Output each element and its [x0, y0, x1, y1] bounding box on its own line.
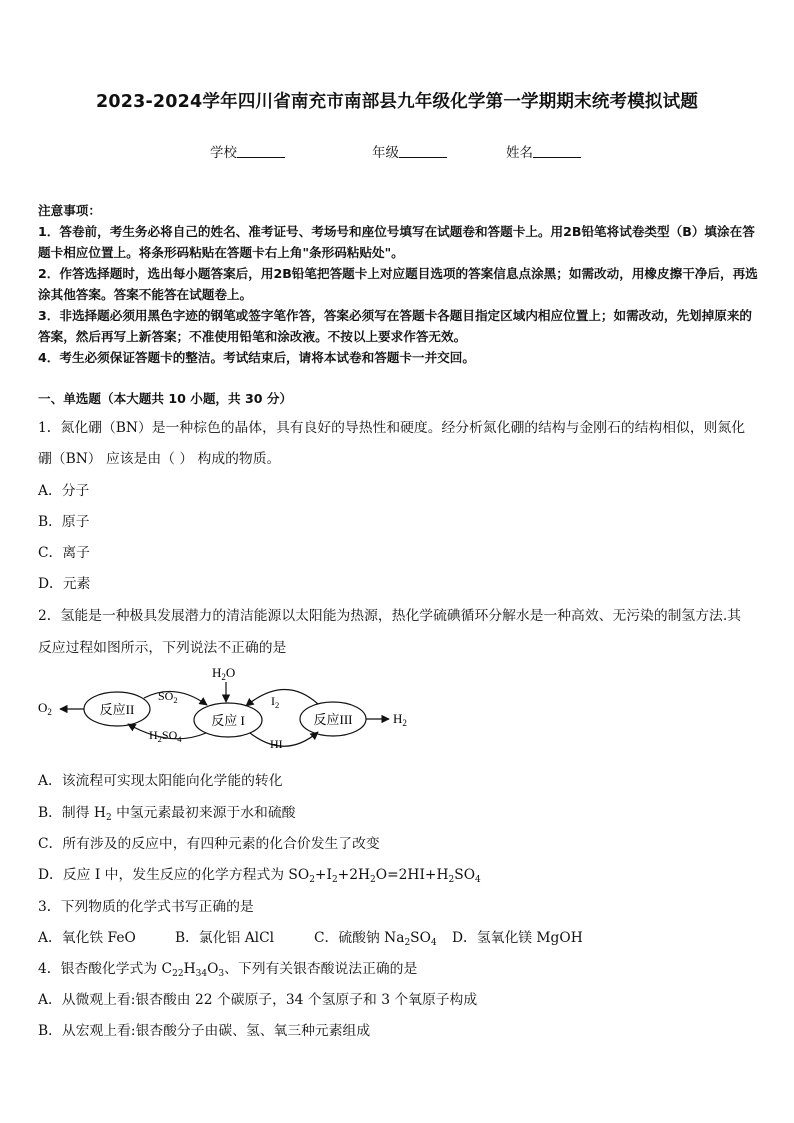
- notice-heading: 注意事项：: [38, 203, 101, 218]
- reaction-2-label: 反应II: [99, 702, 135, 717]
- notice-item-3: 3．非选择题必须用黑色字迹的钢笔或签字笔作答，答案必须写在答题卡各题目指定区域内相应位置上；如需改动，先划掉原来的答案，然后再写上新答案；不准使用铅笔和涂改液。不按以上要求作答无效。: [38, 308, 753, 344]
- name-blank[interactable]: [533, 144, 581, 158]
- q1-option-a: A．分子: [38, 483, 90, 499]
- q1-stem-line2: 硼（BN） 应该是由（ ） 构成的物质。: [38, 451, 281, 467]
- q2-option-d: D．反应 I 中，发生反应的化学方程式为 $SO_2+I_2+2H_2O=2HI+H_2SO_4$: [38, 867, 481, 885]
- hi-label: HI: [270, 737, 283, 751]
- q1-option-c: C．离子: [38, 545, 90, 561]
- reaction-1-label: 反应 I: [211, 713, 245, 728]
- hydrogen-label: $H_2$: [393, 711, 407, 728]
- school-blank[interactable]: [237, 144, 285, 158]
- i2-label: $I_2$: [271, 694, 280, 710]
- q1-stem-line1: 1．氮化硼（BN）是一种棕色的晶体，具有良好的导热性和硬度。经分析氮化硼的结构与金刚石的结构相似，则氮化: [38, 420, 746, 436]
- q1-option-b: B．原子: [38, 514, 90, 530]
- notice-item-2: 2．作答选择题时，选出每小题答案后，用2B铅笔把答题卡上对应题目选项的答案信息点涂黑；如需改动，用橡皮擦干净后，再选涂其他答案。答案不能答在试题卷上。: [38, 266, 758, 302]
- q3-option-b: B．氯化铝 AlCl: [175, 930, 275, 946]
- q2-option-b: B．制得 $H_2$ 中氢元素最初来源于水和硫酸: [38, 805, 296, 823]
- section-heading: 一、单选题（本大题共 10 小题，共 30 分）: [38, 391, 293, 406]
- hi-arrow: [250, 732, 318, 746]
- q1-option-d: D．元素: [38, 576, 91, 592]
- q2-stem-line1: 2．氢能是一种极具发展潜力的清洁能源以太阳能为热源，热化学硫碘循环分解水是一种高效、无污染的制氢方法.其: [38, 608, 742, 624]
- grade-blank[interactable]: [399, 144, 447, 158]
- notice-item-4: 4．考生必须保证答题卡的整洁。考试结束后，请将本试卷和答题卡一并交回。: [38, 350, 475, 365]
- name-label: 姓名: [506, 145, 533, 161]
- name-field[interactable]: [506, 141, 581, 161]
- q3-stem: 3．下列物质的化学式书写正确的是: [38, 899, 254, 915]
- q3-option-c: C．硫酸钠 $Na_2SO_4$: [314, 930, 437, 948]
- water-label: $H_2O$: [212, 665, 236, 682]
- grade-field[interactable]: [372, 141, 447, 161]
- reaction-3-label: 反应III: [313, 712, 353, 727]
- q4-stem: 4．银杏酸化学式为 $C_{22}H_{34}O_3$、下列有关银杏酸说法正确的是: [38, 961, 418, 979]
- grade-label: 年级: [372, 145, 399, 161]
- q4-option-a: A．从微观上看:银杏酸由 22 个碳原子，34 个氢原子和 3 个氧原子构成: [38, 992, 478, 1008]
- q4-option-b: B．从宏观上看:银杏酸分子由碳、氢、氧三种元素组成: [38, 1023, 371, 1039]
- i2-arrow: [246, 689, 318, 706]
- school-label: 学校: [210, 145, 237, 161]
- q3-option-a: A．氧化铁 FeO: [38, 930, 136, 946]
- q2-option-c: C．所有涉及的反应中，有四种元素的化合价发生了改变: [38, 836, 380, 852]
- oxygen-label: $O_2$: [38, 700, 52, 717]
- reaction-cycle-diagram: [0, 660, 794, 760]
- q2-stem-line2: 反应过程如图所示，下列说法不正确的是: [38, 640, 287, 656]
- q2-option-a: A．该流程可实现太阳能向化学能的转化: [38, 773, 283, 789]
- h2so4-label: $H_2SO_4$: [149, 728, 182, 744]
- school-field[interactable]: [210, 141, 285, 161]
- notice-item-1: 1．答卷前，考生务必将自己的姓名、准考证号、考场号和座位号填写在试题卷和答题卡上。用2B铅笔将试卷类型（B）填涂在答题卡相应位置上。将条形码粘贴在答题卡右上角"条形码粘贴处"。: [38, 224, 755, 260]
- so2-label: $SO_2$: [158, 689, 178, 705]
- q3-option-d: D．氢氧化镁 MgOH: [452, 930, 583, 946]
- page-title: 2023-2024学年四川省南充市南部县九年级化学第一学期期末统考模拟试题: [95, 92, 699, 112]
